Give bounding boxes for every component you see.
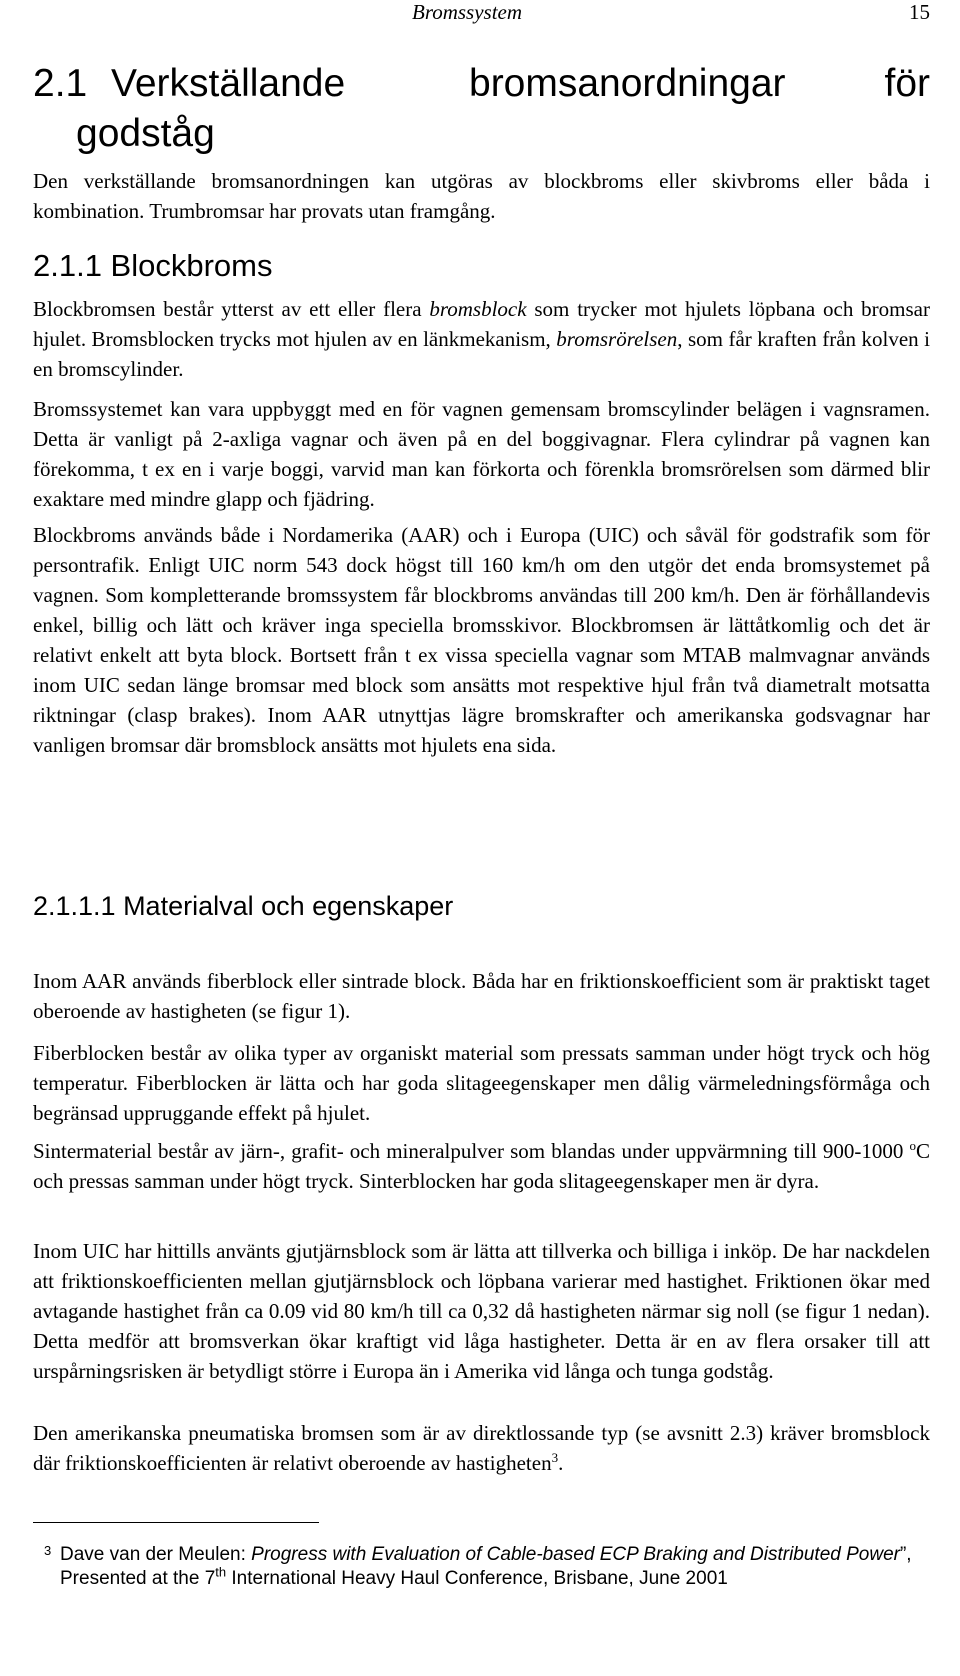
blockbroms-paragraph-2: Bromssystemet kan vara uppbyggt med en för vagnen gemensam bromscylinder belägen i vagnsramen. Detta är vanligt på 2-axliga vagnar och även på en del boggivagnar. Flera cylindrar på vagnen kan förekomma, t ex en i varje boggi, varvid man kan förkorta och förenkla bromsrörelsen som därmed blir exaktare med mindre glapp och fjädring. [33, 397, 930, 511]
term-bromsrorelsen: bromsrörelsen [556, 327, 678, 351]
running-header [0, 0, 960, 24]
footnote-reference[interactable]: 3 [551, 1450, 559, 1465]
text-run: som trycker mot hjulets löpbana och bromsar hjulet. Bromsblocken trycks mot hjulen av en länkmekanism, [33, 297, 930, 351]
subsection-heading: 2.1.1 Blockbroms [33, 248, 273, 283]
blockbroms-paragraph-1 [33, 294, 930, 384]
footnote-separator [33, 1522, 319, 1523]
page-number: 15 [909, 0, 930, 24]
footnote [33, 1543, 930, 1591]
text-run: , som får kraften från kolven i en bromscylinder. [33, 327, 930, 381]
text-run: . [558, 1451, 564, 1475]
subsubsection-heading: 2.1.1.1 Materialval och egenskaper [33, 891, 454, 921]
blockbroms-paragraph-3: Blockbroms används både i Nordamerika (AAR) och i Europa (UIC) och såväl för godstrafik som för persontrafik. Enligt UIC norm 543 dock högst till 160 km/h om den utgör det enda bromsystemet på vagnen. Som kompletterande bromssystem får blockbroms användas till 200 km/h. Den är förhållandevis enkel, billig och lätt och kräver inga speciella bromsskivor. Blockbromsen är lättåtkomlig och det är relativt enkelt att byta block. Bortsett från t ex vissa speciella vagnar som MTAB malmvagnar används inom UIC sedan länge bromsar med block som ansätts mot respektive hjul från två diametralt motsatta riktningar (clasp brakes). Inom AAR utnyttjas lägre bromskrafter och amerikanska godsvagnar har vanligen bromsar där bromsblock ansätts mot hjulets ena sida. [33, 523, 930, 757]
material-paragraph-2: Fiberblocken består av olika typer av organiskt material som pressats samman under högt tryck och hög temperatur. Fiberblocken är lätta och har goda slitageegenskaper men dålig värmeledningsförmåga och begränsad uppruggande effekt på hjulet. [33, 1041, 930, 1125]
ordinal-superscript: th [215, 1564, 227, 1580]
material-paragraph-1: Inom AAR används fiberblock eller sintrade block. Båda har en friktionskoefficient som är praktiskt taget oberoende av hastigheten (se figur 1). [33, 969, 930, 1023]
section-intro-paragraph: Den verkställande bromsanordningen kan utgöras av blockbroms eller skivbroms eller båda i kombination. Trumbromsar har provats utan framgång. [33, 169, 930, 223]
material-paragraph-4: Inom UIC har hittills använts gjutjärnsblock som är lätta att tillverka och billiga i inköp. De har nackdelen att friktionskoefficienten mellan gjutjärnsblock och löpbana varierar med hastighet. Friktionen ökar med avtagande hastighet från ca 0.09 vid 80 km/h till ca 0,32 då hastigheten närmar sig noll (se figur 1 nedan). Detta medför att bromsverkan ökar kraftigt vid låga hastigheter. Detta är en av flera orsaker till att urspårningsrisken är betydligt större i Europa än i Amerika vid långa och tunga godståg. [33, 1239, 930, 1383]
text-run: International Heavy Haul Conference, Brisbane, June 2001 [226, 1568, 728, 1589]
text-run: Blockbromsen består ytterst av ett eller flera [33, 297, 430, 321]
section-title-word-3: för [884, 62, 930, 105]
degree-superscript: o [909, 1138, 916, 1153]
text-run: ”, Presented at the 7 [60, 1544, 912, 1589]
material-paragraph-5 [33, 1418, 930, 1478]
term-bromsblock: bromsblock [429, 297, 527, 321]
text-run: C och pressas samman under högt tryck. Sinterblocken har goda slitageegenskaper men är dyra. [33, 1139, 930, 1193]
footnote-text [33, 1543, 930, 1591]
footnote-title: Progress with Evaluation of Cable-based ECP Braking and Distributed Power [251, 1544, 900, 1565]
section-title-word-2: bromsanordningar [469, 62, 786, 105]
text-run: Sintermaterial består av järn-, grafit- och mineralpulver som blandas under uppvärmning till 900-1000 [33, 1139, 910, 1163]
text-run: Dave van der Meulen: [60, 1544, 252, 1565]
footnote-number: 3 [44, 1543, 52, 1558]
text-run: Den amerikanska pneumatiska bromsen som är av direktlossande typ (se avsnitt 2.3) kräver bromsblock där friktionskoefficienten är relativt oberoende av hastigheten [33, 1421, 930, 1475]
section-title-line-2: godståg [76, 112, 215, 155]
section-title-word-1: Verkställande [111, 62, 346, 105]
section-number: 2.1 [33, 62, 88, 105]
material-paragraph-3 [33, 1136, 930, 1196]
running-title: Bromssystem [412, 0, 523, 24]
